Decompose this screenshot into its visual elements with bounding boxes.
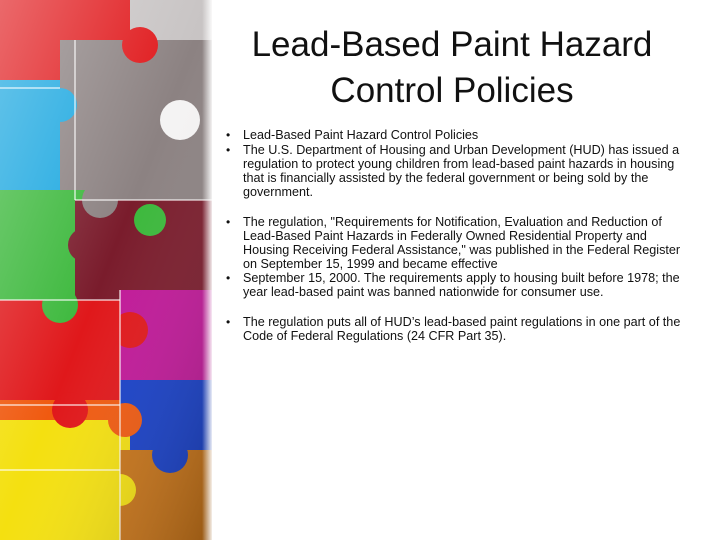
bullet-item-5 [222,315,684,343]
bullet-item-3 [222,215,684,271]
puzzle-edge-fade [202,0,212,540]
bullet-text-2: The U.S. Department of Housing and Urban Development (HUD) has issued a regulation to protect young children from lead-based paint hazards in housing that is financially assisted by the federal government or being sold by the government. [243,143,680,199]
slide-title [226,22,678,114]
bullet-text-4: September 15, 2000. The requirements apply to housing built before 1978; the year lead-based paint was banned nationwide for consumer use. [243,271,680,299]
slide-title-line-1: Lead-Based Paint Hazard [251,25,653,64]
bullet-dot: • [226,143,231,157]
bullet-item-4 [222,271,684,299]
bullet-item-2 [222,143,684,199]
bullet-dot: • [226,215,231,229]
bullet-text-3: The regulation, "Requirements for Notification, Evaluation and Reduction of Lead-Based Paint Hazards in Federally Owned Residential Property and Housing Receiving Federal Assistance," was published in the Federal Register on September 15, 1999 and became effective [243,215,681,271]
puzzle-pieces-icon [0,0,212,540]
bullet-list [222,128,684,343]
bullet-item-1 [222,128,684,142]
bullet-dot: • [226,271,231,285]
bullet-dot: • [226,128,231,142]
bullet-dot: • [226,315,231,329]
bullet-text-1: Lead-Based Paint Hazard Control Policies [243,128,479,142]
bullet-text-5: The regulation puts all of HUD’s lead-based paint regulations in one part of the Code of Federal Regulations (24 CFR Part 35). [243,315,681,343]
slide-title-line-2: Control Policies [330,71,574,110]
